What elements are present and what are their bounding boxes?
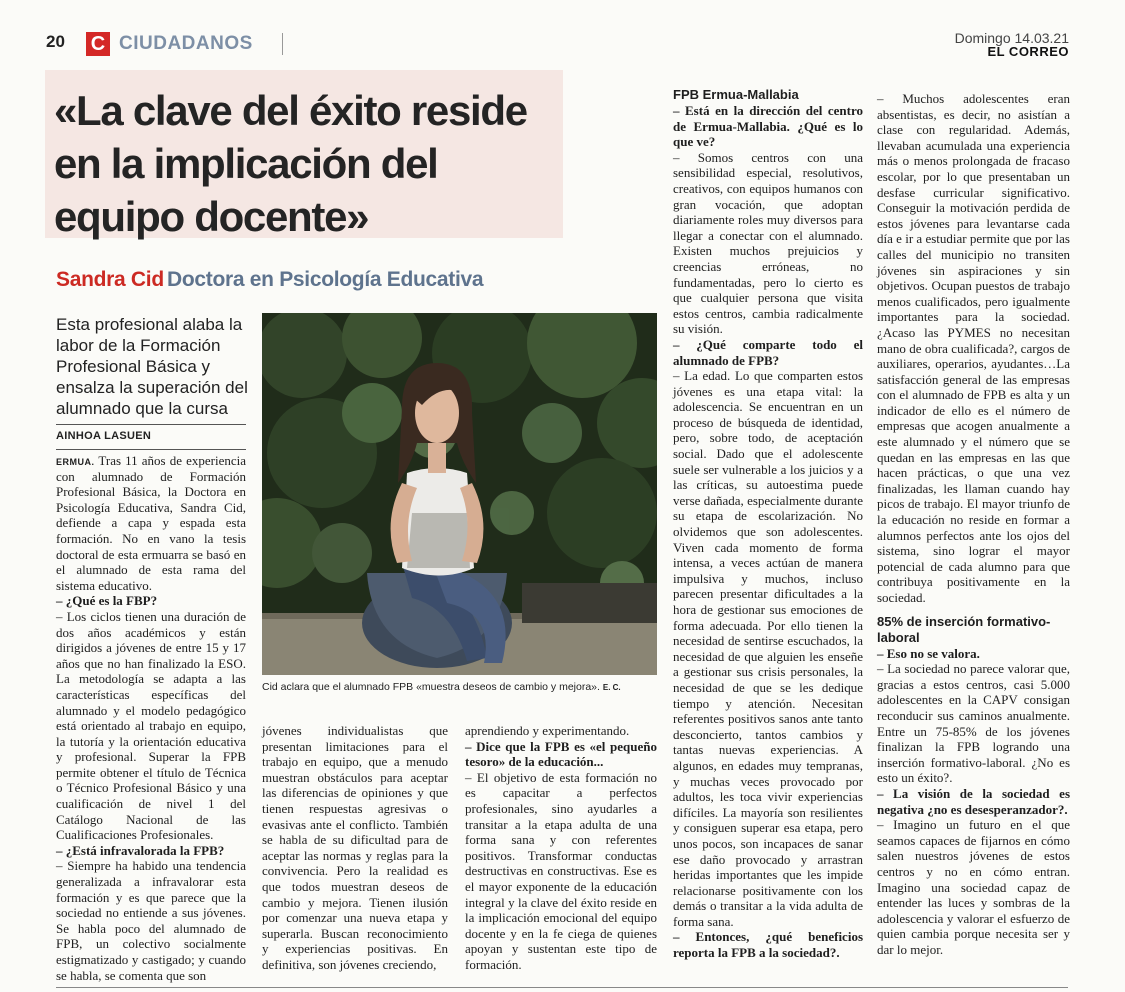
answer: – Imagino un futuro en el que seamos capaces de fijarnos en cómo salen nuestros jóvenes de estos centros y no en cómo entran. Imagino una sociedad capaz de entender las luces y sombras de la adolescencia y valorar el esfuerzo de quien cambia porque necesita ser y dar lo mejor.: [877, 817, 1070, 957]
caption-text: Cid aclara que el alumnado FPB «muestra deseos de cambio y mejora».: [262, 681, 600, 693]
question: – La visión de la sociedad es negativa ¿no es desesperanzador?.: [877, 785, 1070, 817]
interviewee-role: Doctora en Psicología Educativa: [167, 268, 484, 291]
question: – Está en la dirección del centro de Ermua-Mallabia. ¿Qué es lo que ve?: [673, 103, 863, 150]
answer: – La edad. Lo que comparten estos jóvenes es una etapa vital: la adolescencia. Se encuentran en un proceso de búsqueda de identidad, pero, sobre todo, de aceptación social. Dado que el adolescente suele ser vulnerable a los juicios y a las críticas, su autoestima puede verse dañada, especialmente durante su etapa de escolarización. No olvidemos que son adolescentes. Viven cada momento de forma intensa, a veces actúan de manera impulsiva y muchos, incluso parecen presentar dificultades a la hora de gestionar sus emociones de forma adecuada. Por ello tienen la necesidad de sentirse escuchados, la necesidad de que alguien les enseñe a gestionar sus crisis personales, la necesidad de que se les dedique tiempo y atención. Necesitan referentes positivos sanos ante tanto desconcierto, tantos cambios y tantas nuevas experiencias. A algunos, en edades muy tempranas, y muchas veces provocado por adultos, les toca vivir experiencias difíciles. La mayoría son resilientes y consiguen superar esa etapa, pero unos pocos, son incapaces de sanar ese daño provocado y arrastran heridas importantes que les impide relacionarse positivamente con los demás o transitar a la vida adulta de forma sana.: [673, 368, 863, 929]
article-column-4: [673, 87, 863, 961]
headline: «La clave del éxito reside en la implicación del equipo docente»: [54, 87, 527, 240]
answer: – La sociedad no parece valorar que, gracias a estos centros, casi 5.000 adolescentes en la CAPV consigan reconducir sus caminos anualmente. Entre un 75-85% de los jóvenes finalizan la FPB logrando una inserción formativo-laboral. ¿No es esto un éxito?.: [877, 661, 1070, 786]
photo-credit: E. C.: [602, 683, 621, 692]
article-column-2: [262, 723, 448, 973]
answer-continued: aprendiendo y experimentando.: [465, 723, 630, 738]
author-rule-top: [56, 424, 246, 425]
author-rule-bottom: [56, 449, 246, 450]
newspaper-name: EL CORREO: [987, 44, 1069, 59]
answer-continued: jóvenes individualistas que presentan limitaciones para el trabajo en equipo, que a menudo muestran obstáculos para aceptar las diferencias de opiniones y que tienen respuestas agresivas o evasivas ante el conflicto. También se habla de su dificultad para de aceptar las normas y reglas para la convivencia. Pero la realidad es que todos muestran deseos de cambio y mejora. Tienen ilusión por comenzar una nueva etapa y superarla. Buscan reconocimiento y experiencias positivas. En definitiva, son jóvenes creciendo,: [262, 723, 448, 972]
author-name: AINHOA LASUEN: [56, 430, 152, 442]
question: – ¿Qué comparte todo el alumnado de FPB?: [673, 336, 863, 368]
section-subtitle: FPB Ermua-Mallabia: [673, 87, 799, 102]
lead-city: ERMUA.: [56, 457, 95, 467]
answer: – El objetivo de esta formación no es capacitar a perfectos profesionales, sino ayudarles a transitar a la etapa adulta de una forma sana y con referentes positivos. Transformar conductas destructivas en constructivas. Ese es el mayor exponente de la educación integral y la clave del éxito reside en la implicación emocional del equipo docente y en la fe ciega de quienes apoyan y sustentan este tipo de formación.: [465, 769, 657, 972]
answer: – Los ciclos tienen una duración de dos años académicos y están dirigidos a jóvenes de entre 15 y 17 años que no han finalizado la ESO. La metodología se adapta a las características específicas del alumnado y el modelo pedagógico está orientado al trabajo en equipo, la tutoría y la orientación educativa y profesional. Superar la FPB permite obtener el título de Técnica o Técnico Profesional Básico y una cualificación de nivel 1 del Catálogo Nacional de las Cualificaciones Profesionales.: [56, 608, 246, 843]
newspaper-logo: C: [86, 32, 110, 56]
question: – Eso no se valora.: [877, 645, 980, 661]
article-column-5: [877, 91, 1070, 957]
interviewee-name: Sandra Cid: [56, 268, 164, 291]
question: – ¿Qué es la FBP?: [56, 593, 158, 609]
article-column-1: [56, 453, 246, 983]
answer: – Somos centros con una sensibilidad especial, resolutivos, creativos, con equipos humanos con gran vocación, que adoptan diariamente roles muy diversos para llegar a conectar con el alumnado. Existen muchos prejuicios y creencias erróneas, no fundamentadas, pero lo cierto es que cualquier persona que visita estos centros, cambia radicalmente su visión.: [673, 149, 863, 337]
header-divider: [282, 33, 283, 55]
page-number: 20: [46, 32, 65, 51]
question: – ¿Está infravalorada la FPB?: [56, 842, 225, 858]
section-title: CIUDADANOS: [119, 33, 253, 54]
answer: – Siempre ha habido una tendencia generalizada a infravalorar esta formación y es que parece que la sociedad no entiende a sus jóvenes. Se habla poco del alumnado de FPB, un colectivo socialmente estigmatizado y castigado; y cuando se habla, se comenta que son: [56, 858, 246, 983]
publication-date: Domingo 14.03.21: [954, 30, 1069, 46]
photo-caption: [262, 681, 621, 693]
section-subtitle: 85% de inserción formativo-laboral: [877, 613, 1051, 645]
page-bottom-rule: [56, 987, 1068, 988]
question: – Entonces, ¿qué beneficios reporta la FPB a la sociedad?.: [673, 929, 863, 961]
interviewee-photo: [262, 313, 657, 675]
intro-text: Tras 11 años de experiencia con alumnado de Formación Profesional Básica, la Doctora en Psicología Educativa, Sandra Cid, defiende a capa y espada esta formación. No en vano la tesis doctoral de esta ermuarra se basó en el alumnado de esta rama del sistema educativo.: [56, 453, 247, 593]
question: – Dice que la FPB es «el pequeño tesoro» de la educación...: [465, 738, 657, 770]
article-column-3: [465, 723, 657, 973]
subheadline: Esta profesional alaba la labor de la Formación Profesional Básica y ensalza la superación del alumnado que la cursa: [56, 315, 248, 418]
answer: – Muchos adolescentes eran absentistas, es decir, no asistían a clase con regularidad. Además, llevaban acumulada una experiencia más o menos prolongada de fracaso escolar, por lo que presentaban un desfase curricular significativo. Conseguir la motivación perdida de estos jóvenes para levantarse cada día e ir a estudiar permite que por las calles del municipio no transiten jóvenes sin aspiraciones y sin objetivos. Ocupan puestos de trabajo menos cualificados, pero igualmente importantes para la sociedad. ¿Acaso las PYMES no necesitan mano de obra cualificada?, cargos de auxiliares, operarios, ayudantes…La satisfacción general de las empresas con el alumnado de FPB es alta y un indicador de ello es el número de empresas que acogen anualmente a este alumnado y el número que se quedan en las empresas en las que hacen prácticas, o que una vez finalizadas, les llaman cuando hay picos de trabajo. El mayor triunfo de la educación no reside en formar a alumnos perfectos ante los ojos del sistema, sino lograr el mayor potencial de cada alumno para que contribuya positivamente en la sociedad.: [877, 91, 1070, 605]
